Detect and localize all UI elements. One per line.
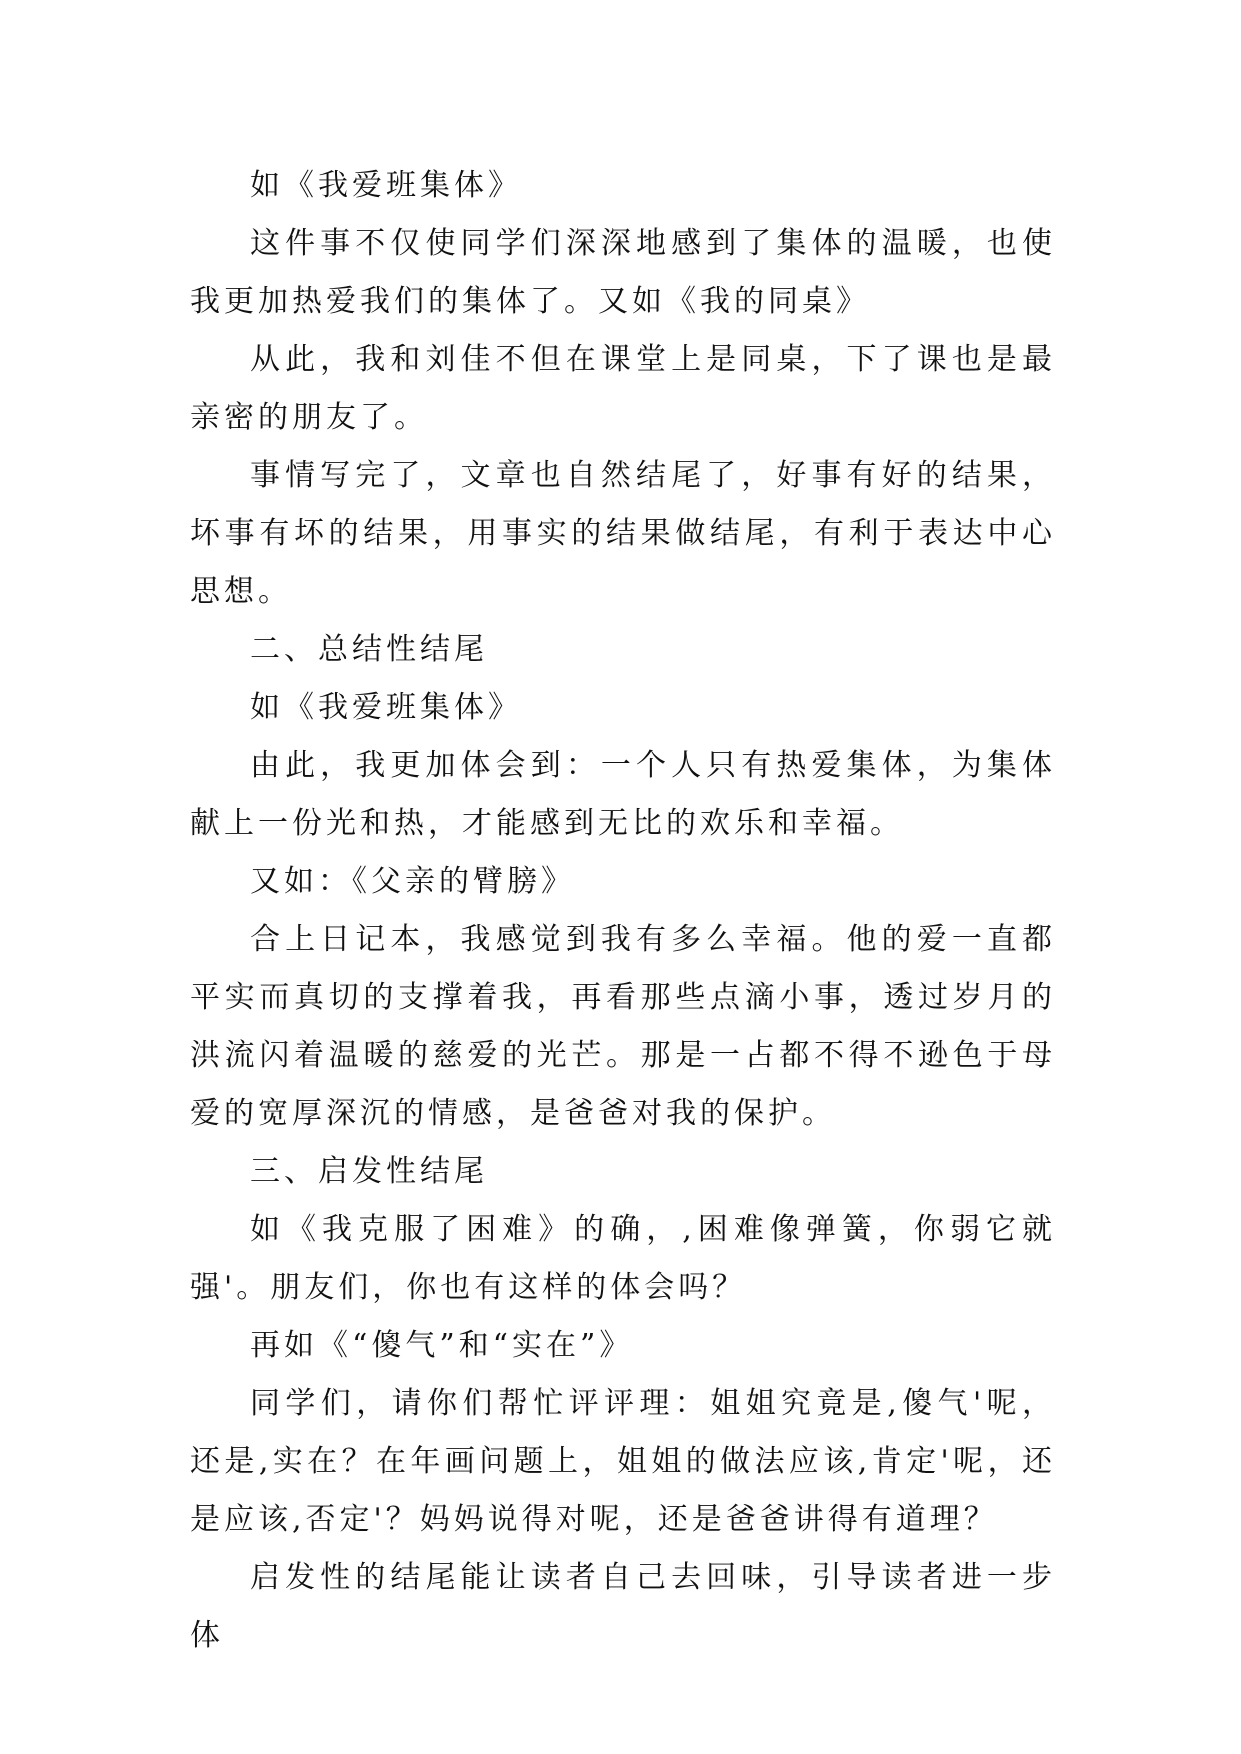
paragraph-example-title: 如《我爱班集体》: [250, 168, 522, 203]
paragraph-example-title: 如《我爱班集体》: [250, 690, 522, 725]
document-body: [190, 157, 1056, 1665]
paragraph: 从此，我和刘佳不但在课堂上是同桌，下了课也是最亲密的朋友了。: [190, 342, 1056, 435]
section-heading: 三、启发性结尾: [250, 1154, 488, 1189]
paragraph: 合上日记本，我感觉到我有多么幸福。他的爱一直都平实而真切的支撑着我，再看那些点滴小事，透过岁月的洪流闪着温暖的慈爱的光芒。那是一占都不得不逊色于母爱的宽厚深沉的情感，是爸爸对我的保护。: [190, 922, 1056, 1131]
paragraph: 如《我克服了困难》的确，,困难像弹簧，你弱它就强'。朋友们，你也有这样的体会吗？: [190, 1212, 1056, 1305]
paragraph: 启发性的结尾能让读者自己去回味，引导读者进一步体: [190, 1560, 1056, 1653]
section-heading: 二、总结性结尾: [250, 632, 488, 667]
paragraph: 这件事不仅使同学们深深地感到了集体的温暖，也使我更加热爱我们的集体了。又如《我的同桌》: [190, 226, 1056, 319]
paragraph-example-title: 又如：《父亲的臂膀》: [250, 864, 575, 899]
paragraph-example-title: 再如《“傻气”和“实在”》: [250, 1328, 634, 1363]
paragraph: 事情写完了，文章也自然结尾了，好事有好的结果，坏事有坏的结果，用事实的结果做结尾，有利于表达中心思想。: [190, 458, 1056, 609]
paragraph: 由此，我更加体会到：一个人只有热爱集体，为集体献上一份光和热，才能感到无比的欢乐和幸福。: [190, 748, 1056, 841]
paragraph: 同学们，请你们帮忙评评理：姐姐究竟是,傻气'呢，还是,实在？在年画问题上，姐姐的做法应该,肯定'呢，还是应该,否定'？妈妈说得对呢，还是爸爸讲得有道理？: [190, 1386, 1056, 1537]
